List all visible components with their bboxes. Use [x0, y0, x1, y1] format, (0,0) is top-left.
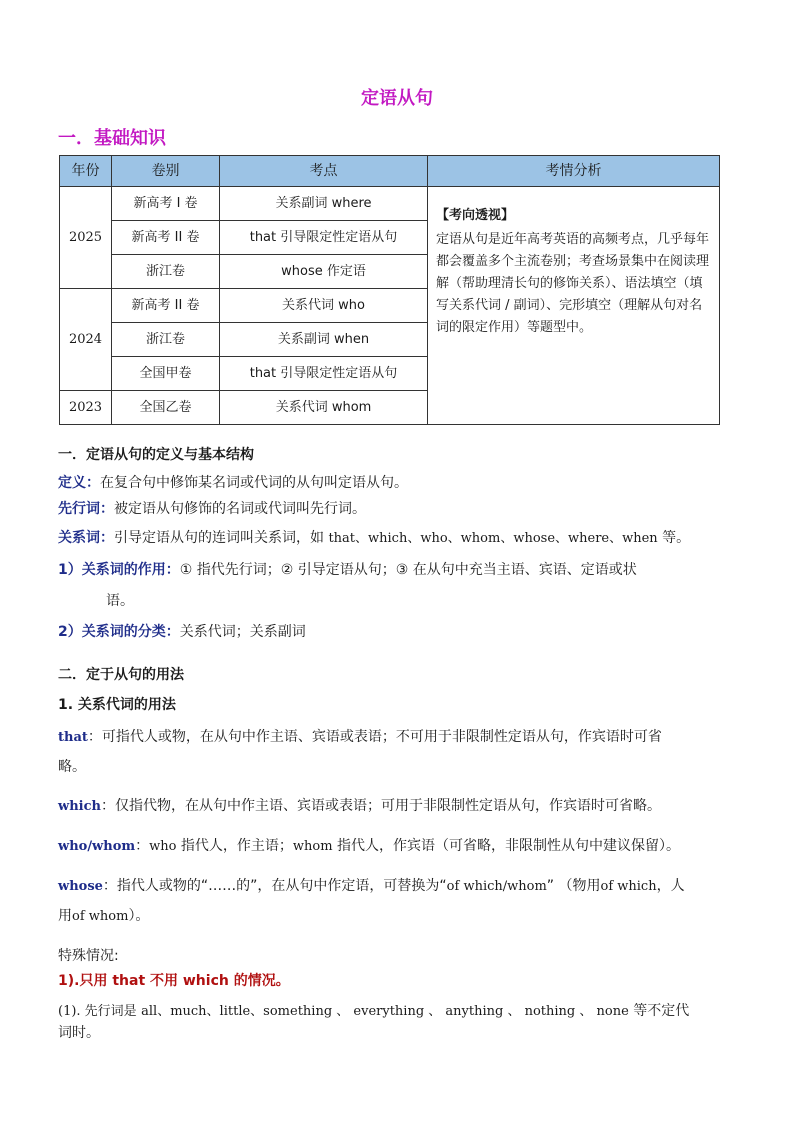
- relative-word-label: 关系词：: [58, 530, 114, 546]
- whose-en: of which: [600, 879, 657, 894]
- case1-heading: 1).只用 that 不用 which 的情况。: [58, 973, 290, 989]
- table-row: [60, 187, 720, 221]
- who-whom-label: who/whom: [58, 839, 136, 854]
- analysis-text: 定语从句是近年高考英语的高频考点，几乎每年都会覆盖多个主流卷别；考查场景集中在阅读理解（帮助理清长句的修饰关系）、语法填空（填写关系代词 / 副词）、完形填空（理解从句对名词的限定作用）等题型中。: [436, 232, 710, 335]
- definition-text: 在复合句中修饰某名词或代词的从句叫定语从句。: [100, 475, 408, 491]
- relative-word-list: that、which、who、whom、whose、where、when: [328, 531, 658, 546]
- whose-en: of which/whom: [446, 879, 547, 894]
- point-cell: 关系代词 whom: [220, 391, 428, 425]
- classification-label: 2）关系词的分类：: [58, 624, 180, 640]
- page-title: 定语从句: [361, 88, 433, 109]
- whose-line-cont: [58, 905, 750, 928]
- that-text: ：可指代人或物，在从句中作主语、宾语或表语；不可用于非限制性定语从句，作宾语时可省: [87, 729, 662, 745]
- that-line: [58, 726, 750, 749]
- relative-word-text: 引导定语从句的连词叫关系词，如: [114, 530, 324, 546]
- who-whom-text: 指代人，作主语；: [176, 838, 293, 854]
- who-whom-line: [58, 835, 750, 858]
- analysis-heading: 【考向透视】: [436, 208, 515, 223]
- function-line: [58, 559, 750, 581]
- year-cell: 2023: [60, 391, 112, 425]
- special-cases-label: 特殊情况:: [58, 948, 119, 964]
- case1-item-text: 等不定代: [633, 1003, 690, 1019]
- paper-cell: 浙江卷: [112, 323, 220, 357]
- paper-cell: 新高考 I 卷: [112, 187, 220, 221]
- that-line-cont: 略。: [58, 759, 86, 775]
- whose-text: 用: [58, 908, 72, 924]
- table-header: 考情分析: [428, 156, 720, 187]
- which-label: which: [58, 799, 101, 814]
- table-header: 卷别: [112, 156, 220, 187]
- case1-item-num: (1). 先行词是: [58, 1004, 137, 1019]
- antecedent-text: 被定语从句修饰的名词或代词叫先行词。: [114, 501, 366, 517]
- paper-cell: 新高考 II 卷: [112, 289, 220, 323]
- point-cell: that 引导限定性定语从句: [220, 221, 428, 255]
- part2-heading: 二．定于从句的用法: [58, 667, 184, 683]
- whose-label: whose: [58, 879, 103, 894]
- definition-label: 定义：: [58, 475, 100, 491]
- year-cell: 2024: [60, 289, 112, 391]
- case1-item-cont: 词时。: [58, 1025, 100, 1041]
- table-header-row: [60, 156, 720, 187]
- paper-cell: 浙江卷: [112, 255, 220, 289]
- paper-cell: 新高考 II 卷: [112, 221, 220, 255]
- case1-item: [58, 1000, 750, 1023]
- whose-text: ” （物用: [546, 878, 601, 894]
- paper-cell: 全国甲卷: [112, 357, 220, 391]
- who-whom-text: 指代人，作宾语（可省略，非限制性从句中建议保留）。: [332, 838, 681, 854]
- year-cell: 2025: [60, 187, 112, 289]
- function-text: ① 指代先行词；② 引导定语从句；③ 在从句中充当主语、宾语、定语或状: [179, 562, 637, 578]
- whose-text: ）。: [128, 908, 150, 924]
- part1-heading: 一．定语从句的定义与基本结构: [58, 447, 254, 463]
- function-label: 1）关系词的作用：: [58, 562, 180, 578]
- classification-line: [58, 621, 750, 643]
- who-word: who: [149, 839, 177, 854]
- point-cell: whose 作定语: [220, 255, 428, 289]
- point-cell: 关系副词 where: [220, 187, 428, 221]
- point-cell: that 引导限定性定语从句: [220, 357, 428, 391]
- whose-line: [58, 875, 750, 898]
- section-heading-basics: 一．基础知识: [58, 128, 166, 149]
- case1-item-words: all、much、little、something 、 everything 、 anything 、 nothing 、 none: [141, 1004, 629, 1019]
- whose-text: ，人: [656, 878, 685, 894]
- which-text: ：仅指代物，在从句中作主语、宾语或表语；可用于非限制性定语从句，作宾语时可省略。: [100, 798, 661, 814]
- relative-word-line: [58, 527, 750, 550]
- whose-text: ：指代人或物的“……的”，在从句中作定语，可替换为“: [102, 878, 447, 894]
- point-cell: 关系代词 who: [220, 289, 428, 323]
- whom-word: whom: [292, 839, 333, 854]
- that-label: that: [58, 730, 88, 745]
- exam-table: [59, 155, 720, 425]
- definition-line: [58, 472, 750, 494]
- point-cell: 关系副词 when: [220, 323, 428, 357]
- classification-text: 关系代词；关系副词: [179, 624, 306, 640]
- relative-word-end: 等。: [662, 530, 691, 546]
- which-line: [58, 795, 750, 818]
- table-header: 考点: [220, 156, 428, 187]
- antecedent-line: [58, 498, 750, 520]
- who-whom-text: ：: [135, 838, 150, 854]
- analysis-cell: [428, 187, 720, 425]
- antecedent-label: 先行词：: [58, 501, 114, 517]
- paper-cell: 全国乙卷: [112, 391, 220, 425]
- whose-en: of whom: [72, 909, 129, 924]
- part2-subheading: 1. 关系代词的用法: [58, 697, 176, 713]
- table-header: 年份: [60, 156, 112, 187]
- function-line-cont: 语。: [106, 593, 134, 609]
